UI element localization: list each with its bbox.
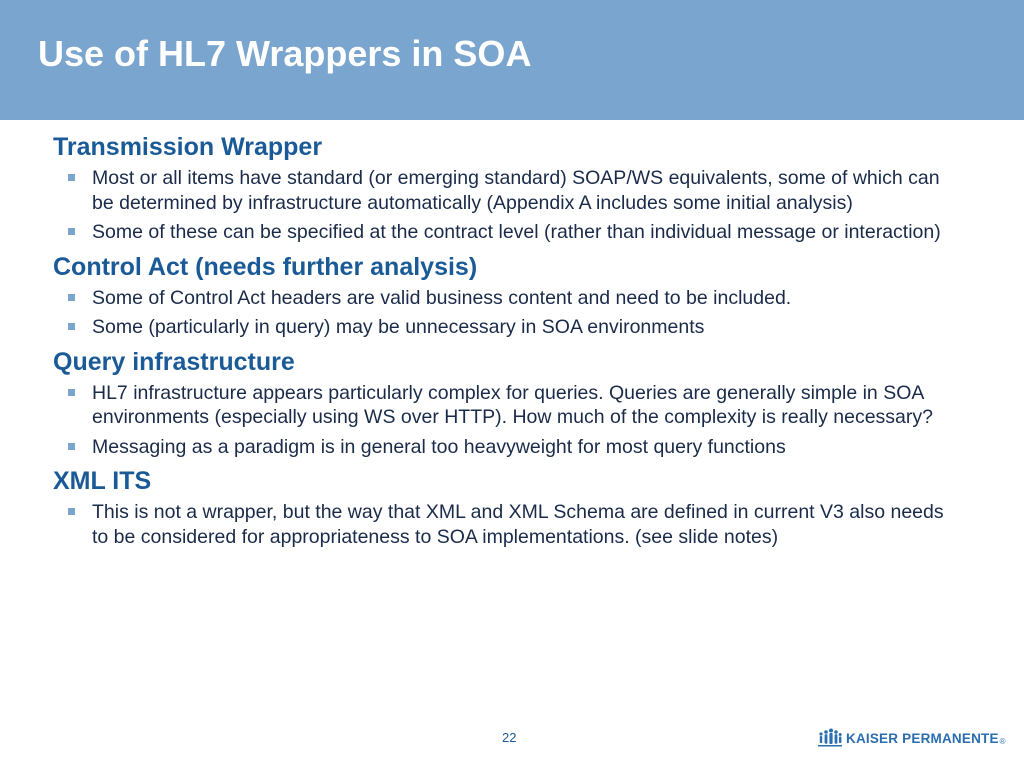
bullet-text: Some of Control Act headers are valid business content and need to be included. — [92, 286, 792, 309]
section-heading: XML ITS — [53, 467, 152, 495]
bullet-text: Some of these can be specified at the contract level (rather than individual message or interaction) — [92, 221, 941, 243]
logo-text: KAISER PERMANENTE — [846, 730, 999, 746]
square-bullet-icon — [68, 228, 75, 235]
title-bar — [0, 0, 1024, 120]
people-icon — [818, 728, 842, 748]
bullet-text: Most or all items have standard (or emerging standard) SOAP/WS equivalents, some of which can be determined by infrastructure automatically (Appendix A includes some initial analysis) — [92, 167, 940, 214]
bullet-text: Messaging as a paradigm is in general too heavyweight for most query functions — [92, 435, 786, 458]
bullet-item — [53, 220, 953, 245]
square-bullet-icon — [68, 508, 75, 515]
section-xml-its — [53, 464, 953, 549]
bullet-text: HL7 infrastructure appears particularly complex for queries. Queries are generally simple in SOA environments (especially using WS over HTTP). How much of the complexity is really necessary? — [92, 381, 933, 428]
bullet-item — [53, 286, 953, 311]
registered-mark: ® — [999, 737, 1006, 746]
section-control-act — [53, 250, 953, 340]
square-bullet-icon — [68, 294, 75, 301]
bullet-list — [53, 500, 953, 549]
bullet-item — [53, 166, 953, 215]
bullet-text: Some (particularly in query) may be unnecessary in SOA environments — [92, 316, 705, 338]
bullet-item — [53, 381, 953, 430]
square-bullet-icon — [68, 323, 75, 330]
bullet-list — [53, 286, 953, 340]
square-bullet-icon — [68, 443, 75, 450]
bullet-item — [53, 500, 953, 549]
slide-title: Use of HL7 Wrappers in SOA — [38, 33, 532, 74]
bullet-text: This is not a wrapper, but the way that XML and XML Schema are defined in current V3 also needs to be considered for appropriateness to SOA implementations. (see slide notes) — [92, 501, 944, 548]
bullet-list — [53, 381, 953, 460]
section-heading: Transmission Wrapper — [53, 133, 323, 161]
bullet-item — [53, 435, 953, 460]
square-bullet-icon — [68, 389, 75, 396]
page-number: 22 — [502, 730, 517, 745]
section-transmission-wrapper — [53, 130, 953, 245]
bullet-list — [53, 166, 953, 245]
slide-content — [53, 130, 953, 554]
section-heading: Control Act (needs further analysis) — [53, 252, 478, 281]
section-heading: Query infrastructure — [53, 347, 295, 376]
section-query-infrastructure — [53, 345, 953, 460]
bullet-item — [53, 315, 953, 340]
square-bullet-icon — [68, 174, 75, 181]
company-logo — [818, 728, 1006, 748]
